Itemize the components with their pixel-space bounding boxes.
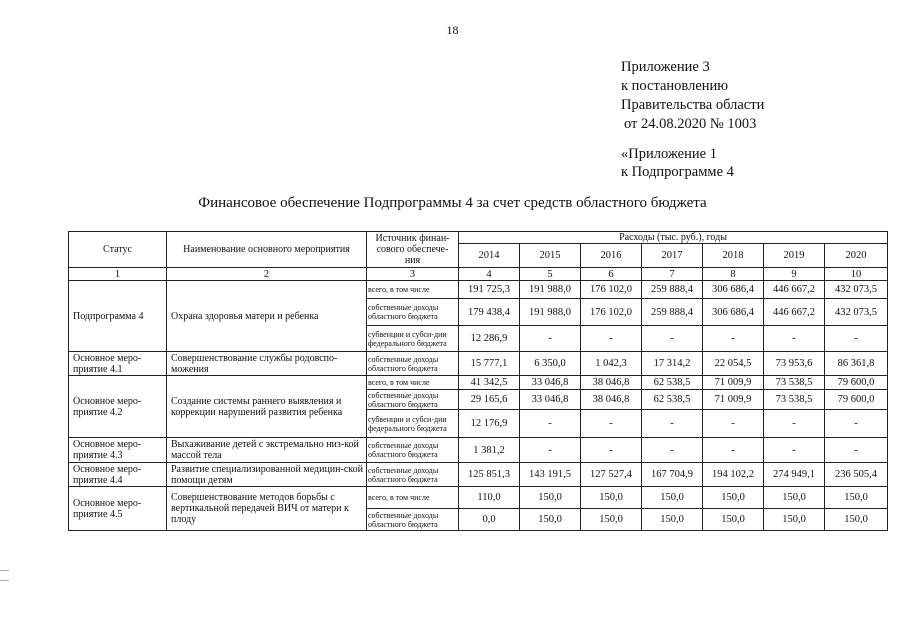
appendix-line-2: к постановлению [621,78,729,94]
cell-amount: - [520,438,581,463]
cell-amount: 6 350,0 [520,352,581,376]
cell-activity-name: Совершенствование службы родовспо-можения [167,352,367,376]
cell-amount: - [642,410,703,438]
col-number: 7 [642,268,703,281]
cell-amount: 86 361,8 [825,352,888,376]
cell-amount: 150,0 [764,509,825,531]
cell-activity-name: Выхаживание детей с экстремально низ-кой массой тела [167,438,367,463]
cell-amount: 432 073,5 [825,299,888,326]
cell-funding-source: собственные доходы областного бюджета [367,390,459,410]
cell-amount: 150,0 [642,509,703,531]
cell-amount: 150,0 [703,509,764,531]
cell-amount: 236 505,4 [825,463,888,487]
cell-status: Основное меро-приятие 4.1 [69,352,167,376]
header-year: 2017 [642,244,703,268]
header-source: Источник финан-сового обеспече-ния [367,232,459,268]
cell-amount: - [520,326,581,352]
cell-amount: - [825,410,888,438]
table-row [69,376,888,390]
cell-amount: - [764,410,825,438]
document-title: Финансовое обеспечение Подпрограммы 4 за счет средств областного бюджета [198,195,707,211]
cell-status: Основное меро-приятие 4.5 [69,487,167,531]
cell-amount: - [764,326,825,352]
cell-amount: 306 686,4 [703,299,764,326]
cell-amount: 176 102,0 [581,281,642,299]
cell-amount: 150,0 [703,487,764,509]
cell-amount: 176 102,0 [581,299,642,326]
table-row [69,281,888,299]
cell-amount: - [825,438,888,463]
table-row [69,352,888,376]
header-year: 2014 [459,244,520,268]
header-name: Наименование основного мероприятия [167,232,367,268]
column-number-row [69,268,888,281]
cell-amount: 191 725,3 [459,281,520,299]
table-row [69,487,888,509]
page-number: 18 [446,23,459,37]
cell-funding-source: собственные доходы областного бюджета [367,438,459,463]
cell-funding-source: субвенции и субси-дии федерального бюджета [367,410,459,438]
col-number: 4 [459,268,520,281]
cell-amount: - [703,438,764,463]
cell-amount: 274 949,1 [764,463,825,487]
cell-amount: 110,0 [459,487,520,509]
col-number: 6 [581,268,642,281]
cell-amount: 127 527,4 [581,463,642,487]
cell-amount: - [581,326,642,352]
cell-funding-source: собственные доходы областного бюджета [367,509,459,531]
cell-status: Основное меро-приятие 4.4 [69,463,167,487]
cell-activity-name: Совершенствование методов борьбы с вертикальной передачей ВИЧ от матери к плоду [167,487,367,531]
margin-mark: — [0,575,9,585]
cell-amount: 446 667,2 [764,281,825,299]
table-row [69,463,888,487]
cell-amount: 150,0 [825,509,888,531]
header-year: 2015 [520,244,581,268]
col-number: 8 [703,268,764,281]
appendix2-line-2: к Подпрограмме 4 [621,164,734,180]
cell-amount: 1 042,3 [581,352,642,376]
cell-amount: 167 704,9 [642,463,703,487]
appendix-line-1: Приложение 3 [621,59,710,75]
cell-amount: 1 381,2 [459,438,520,463]
cell-amount: 191 988,0 [520,281,581,299]
cell-status: Основное меро-приятие 4.3 [69,438,167,463]
cell-amount: - [764,438,825,463]
cell-amount: 150,0 [581,487,642,509]
cell-amount: 125 851,3 [459,463,520,487]
col-number: 10 [825,268,888,281]
cell-funding-source: собственные доходы областного бюджета [367,299,459,326]
col-number: 2 [167,268,367,281]
cell-amount: - [642,438,703,463]
cell-amount: - [703,410,764,438]
col-number: 5 [520,268,581,281]
col-number: 3 [367,268,459,281]
table-body [69,232,888,531]
cell-amount: 79 600,0 [825,376,888,390]
appendix-block [621,58,764,134]
cell-funding-source: всего, в том числе [367,487,459,509]
cell-status: Подпрограмма 4 [69,281,167,352]
cell-funding-source: собственные доходы областного бюджета [367,463,459,487]
header-year: 2019 [764,244,825,268]
header-year: 2018 [703,244,764,268]
header-year: 2016 [581,244,642,268]
appendix-line-4: от 24.08.2020 № 1003 [624,116,757,132]
col-number: 1 [69,268,167,281]
header-expenses: Расходы (тыс. руб.), годы [459,232,888,244]
cell-amount: 179 438,4 [459,299,520,326]
cell-amount: 29 165,6 [459,390,520,410]
cell-amount: 150,0 [825,487,888,509]
cell-funding-source: субвенции и субси-дии федерального бюджета [367,326,459,352]
cell-amount: 71 009,9 [703,390,764,410]
cell-status: Основное меро-приятие 4.2 [69,376,167,438]
cell-amount: - [642,326,703,352]
margin-mark: — [0,565,9,575]
cell-funding-source: собственные доходы областного бюджета [367,352,459,376]
cell-amount: - [825,326,888,352]
cell-amount: 150,0 [520,509,581,531]
cell-amount: - [581,438,642,463]
cell-amount: 150,0 [764,487,825,509]
cell-amount: 62 538,5 [642,376,703,390]
cell-amount: 0,0 [459,509,520,531]
appendix-reference-block [621,145,734,181]
cell-amount: 432 073,5 [825,281,888,299]
cell-amount: 150,0 [520,487,581,509]
appendix-line-3: Правительства области [621,97,765,113]
cell-amount: 150,0 [581,509,642,531]
cell-amount: 12 176,9 [459,410,520,438]
cell-amount: 73 538,5 [764,390,825,410]
cell-amount: 143 191,5 [520,463,581,487]
margin-marks [0,565,9,585]
cell-amount: 194 102,2 [703,463,764,487]
cell-activity-name: Развитие специализированной медицин-ской помощи детям [167,463,367,487]
cell-amount: 12 286,9 [459,326,520,352]
cell-amount: 73 953,6 [764,352,825,376]
cell-activity-name: Создание системы раннего выявления и коррекции нарушений развития ребенка [167,376,367,438]
cell-amount: 15 777,1 [459,352,520,376]
table-row [69,438,888,463]
cell-amount: 71 009,9 [703,376,764,390]
cell-amount: 22 054,5 [703,352,764,376]
cell-amount: 79 600,0 [825,390,888,410]
cell-amount: 33 046,8 [520,390,581,410]
cell-amount: - [520,410,581,438]
financing-table [68,231,888,531]
cell-amount: 38 046,8 [581,376,642,390]
cell-amount: 150,0 [642,487,703,509]
cell-amount: 38 046,8 [581,390,642,410]
cell-amount: 259 888,4 [642,299,703,326]
cell-amount: 62 538,5 [642,390,703,410]
cell-amount: 446 667,2 [764,299,825,326]
cell-amount: 191 988,0 [520,299,581,326]
cell-amount: 259 888,4 [642,281,703,299]
header-year: 2020 [825,244,888,268]
cell-amount: 33 046,8 [520,376,581,390]
cell-funding-source: всего, в том числе [367,281,459,299]
appendix2-line-1: «Приложение 1 [621,146,717,162]
cell-amount: - [581,410,642,438]
col-number: 9 [764,268,825,281]
header-status: Статус [69,232,167,268]
cell-amount: 17 314,2 [642,352,703,376]
cell-amount: - [703,326,764,352]
cell-funding-source: всего, в том числе [367,376,459,390]
cell-amount: 73 538,5 [764,376,825,390]
cell-amount: 41 342,5 [459,376,520,390]
cell-amount: 306 686,4 [703,281,764,299]
cell-activity-name: Охрана здоровья матери и ребенка [167,281,367,352]
